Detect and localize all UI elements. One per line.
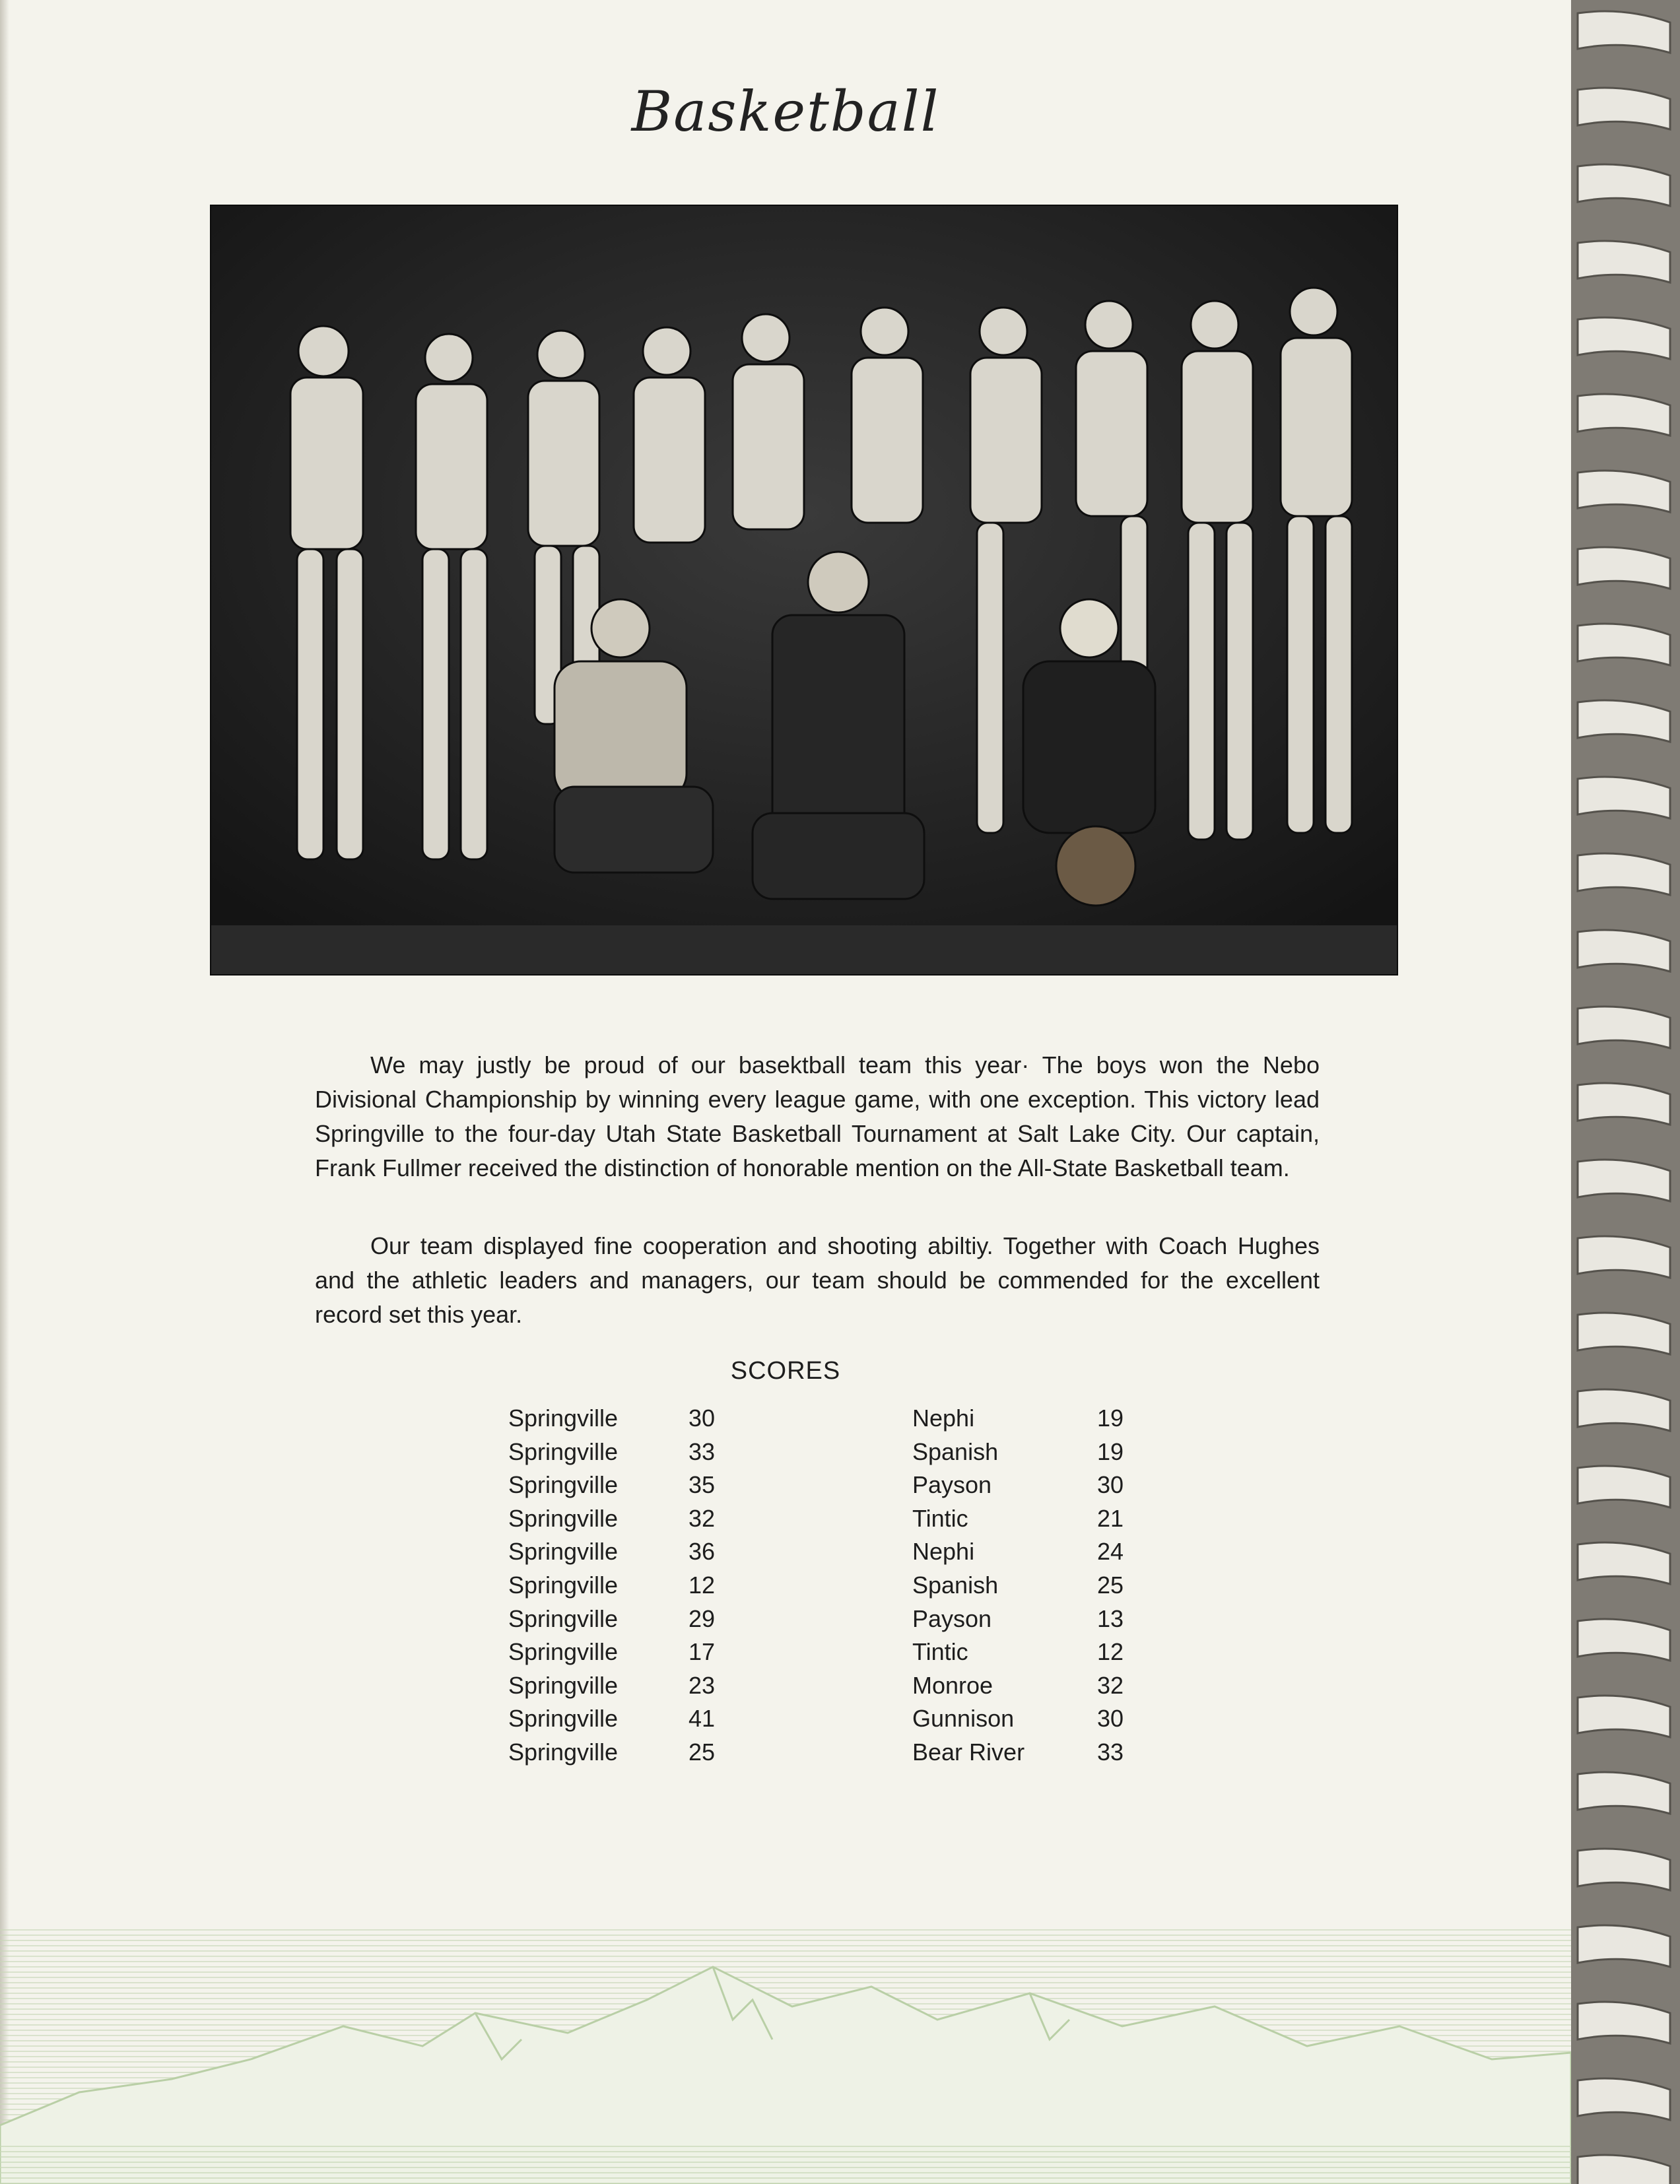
- opponent-score: 30: [1097, 1705, 1124, 1733]
- opponent-name: Payson: [912, 1471, 992, 1499]
- opponent-name: Tintic: [912, 1504, 968, 1532]
- score-row: [508, 1738, 1168, 1772]
- opponent-score: 21: [1097, 1504, 1124, 1532]
- score-row: [508, 1405, 1168, 1438]
- score-row: [508, 1438, 1168, 1472]
- opponent-name: Monroe: [912, 1671, 993, 1699]
- home-score: 33: [689, 1438, 716, 1465]
- opponent-name: Nephi: [912, 1538, 975, 1566]
- home-team-name: Springville: [508, 1638, 619, 1666]
- opponent-name: Payson: [912, 1605, 992, 1632]
- home-team-name: Springville: [508, 1504, 619, 1532]
- team-photo-icon: [211, 206, 1397, 974]
- opponent-score: 13: [1097, 1605, 1124, 1632]
- opponent-name: Tintic: [912, 1638, 968, 1666]
- home-team-name: Springville: [508, 1738, 619, 1766]
- opponent-score: 24: [1097, 1538, 1124, 1566]
- home-score: 35: [689, 1471, 716, 1499]
- home-score: 29: [689, 1605, 716, 1632]
- scores-table: [508, 1405, 1168, 1772]
- home-score: 41: [689, 1705, 716, 1733]
- score-row: [508, 1471, 1168, 1505]
- opponent-score: 33: [1097, 1738, 1124, 1766]
- spiral-binding-icon: [1571, 0, 1680, 2184]
- score-row: [508, 1672, 1168, 1705]
- opponent-score: 12: [1097, 1638, 1124, 1666]
- score-row: [508, 1572, 1168, 1605]
- home-team-name: Springville: [508, 1471, 619, 1499]
- opponent-score: 25: [1097, 1571, 1124, 1599]
- opponent-score: 30: [1097, 1471, 1124, 1499]
- home-team-name: Springville: [508, 1671, 619, 1699]
- home-score: 17: [689, 1638, 716, 1666]
- home-score: 36: [689, 1538, 716, 1566]
- home-team-name: Springville: [508, 1538, 619, 1566]
- mountain-landscape-icon: [0, 1927, 1571, 2184]
- page-title: Basketball: [631, 79, 940, 144]
- opponent-score: 32: [1097, 1671, 1124, 1699]
- opponent-name: Bear River: [912, 1738, 1025, 1766]
- score-row: [508, 1538, 1168, 1572]
- home-team-name: Springville: [508, 1605, 619, 1632]
- score-row: [508, 1505, 1168, 1539]
- home-team-name: Springville: [508, 1405, 619, 1432]
- home-team-name: Springville: [508, 1438, 619, 1465]
- opponent-score: 19: [1097, 1405, 1124, 1432]
- team-praise-paragraph: Our team displayed fine cooperation and shooting abiltiy. Together with Coach Hughes and the athletic leaders and managers, our team should be commended for the excellent record set this year.: [315, 1232, 1320, 1328]
- score-row: [508, 1638, 1168, 1672]
- opponent-name: Nephi: [912, 1405, 975, 1432]
- opponent-score: 19: [1097, 1438, 1124, 1465]
- home-score: 23: [689, 1671, 716, 1699]
- team-summary-paragraph: We may justly be proud of our basektball team this year· The boys won the Nebo Divisional Championship by winning every league game, with one exception. This victory lead Springville to the four-day Utah State Basketball Tournament at Salt Lake City. Our captain, Frank Fullmer received the distinction of honorable mention on the All-State Basketball team.: [315, 1051, 1320, 1181]
- opponent-name: Spanish: [912, 1438, 999, 1465]
- opponent-name: Gunnison: [912, 1705, 1015, 1733]
- opponent-name: Spanish: [912, 1571, 999, 1599]
- home-score: 25: [689, 1738, 716, 1766]
- home-team-name: Springville: [508, 1571, 619, 1599]
- scores-heading: SCORES: [730, 1357, 841, 1385]
- home-score: 12: [689, 1571, 716, 1599]
- home-score: 30: [689, 1405, 716, 1432]
- home-team-name: Springville: [508, 1705, 619, 1733]
- team-photo: [210, 205, 1398, 976]
- score-row: [508, 1705, 1168, 1738]
- home-score: 32: [689, 1504, 716, 1532]
- score-row: [508, 1605, 1168, 1639]
